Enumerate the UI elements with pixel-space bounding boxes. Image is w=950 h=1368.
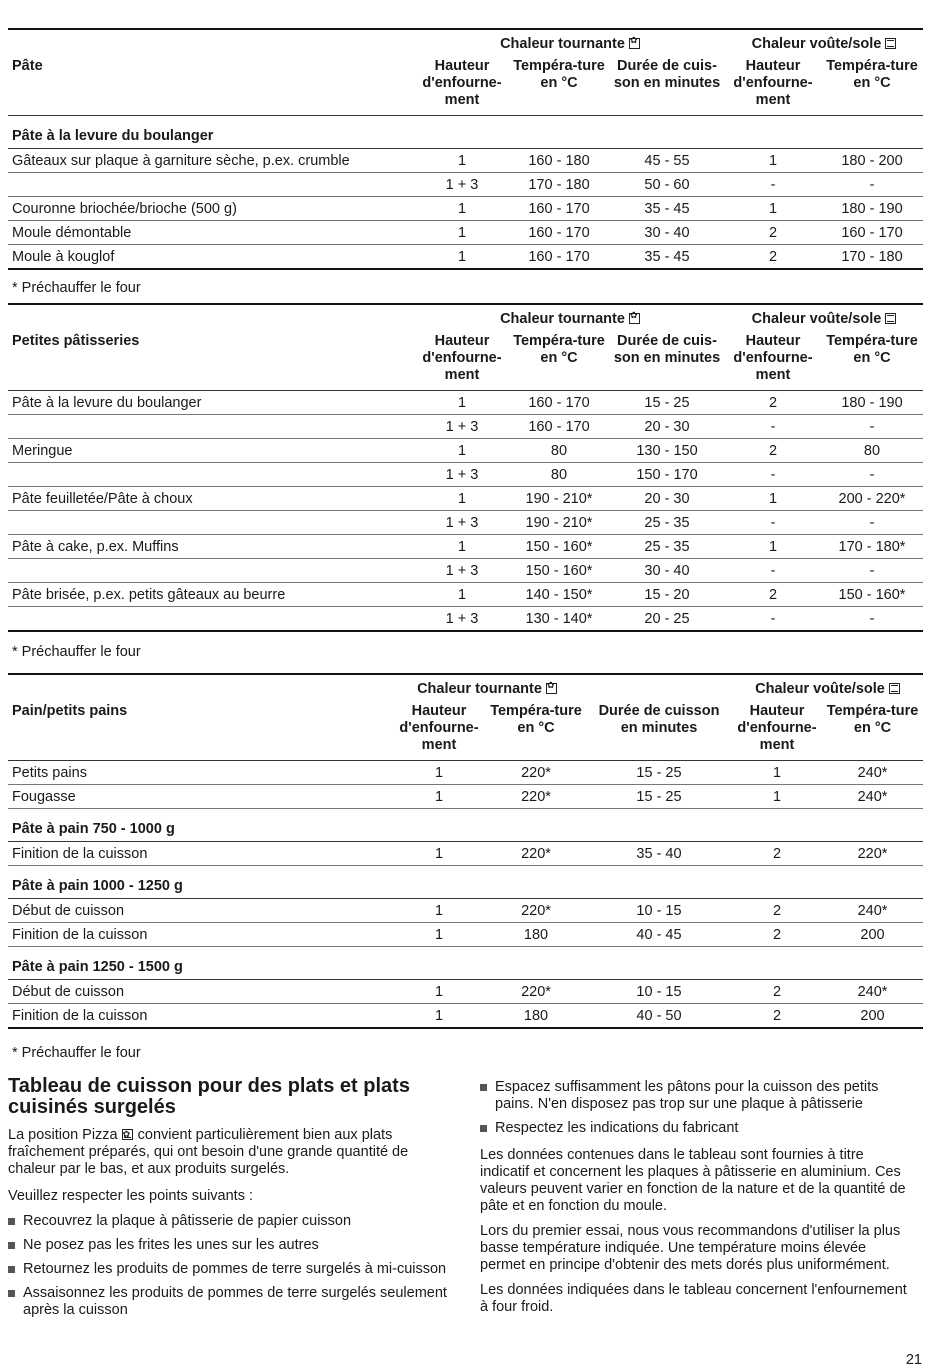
table-cell: 160 - 170 (509, 391, 609, 415)
table-cell: 45 - 55 (609, 149, 725, 173)
table-cell: 1 (725, 535, 821, 559)
table-cell: 240* (822, 899, 923, 923)
table-cell: 1 + 3 (415, 173, 509, 197)
table-row (8, 923, 923, 947)
table-cell: 20 - 30 (609, 487, 725, 511)
column-header: Hauteur d'enfourne-ment (415, 54, 509, 116)
table-cell: 1 (725, 197, 821, 221)
list-item (480, 1079, 912, 1113)
preheat-note: * Préchauffer le four (12, 644, 141, 660)
list-item-text: Retournez les produits de pommes de terre surgelés à mi-cuisson (23, 1261, 447, 1277)
table-row (8, 899, 923, 923)
table-cell: 180 - 200 (821, 149, 923, 173)
list-item-text: Espacez suffisamment les pâtons pour la cuisson des petits pains. N'en disposez pas trop sur une plaque à pâtisserie (495, 1079, 879, 1112)
table-cell: - (725, 559, 821, 583)
table-cell: 35 - 45 (609, 245, 725, 270)
list-item (8, 1261, 453, 1278)
pizza-setting-icon (122, 1129, 133, 1140)
table-cell: 140 - 150* (509, 583, 609, 607)
table-cell: 2 (725, 391, 821, 415)
table-cell: 1 (732, 785, 822, 809)
table-cell: 1 (725, 149, 821, 173)
column-header: Tempéra-ture en °C (821, 329, 923, 391)
list-item-text: Ne posez pas les frites les unes sur les autres (23, 1237, 319, 1253)
row-label (8, 415, 415, 439)
table-cell: 25 - 35 (609, 535, 725, 559)
row-label: Début de cuisson (8, 899, 392, 923)
table-cell: 220* (486, 842, 586, 866)
table-cell: 160 - 170 (509, 197, 609, 221)
table-row (8, 245, 923, 270)
table-cell: 15 - 25 (586, 785, 732, 809)
table-title: Petites pâtisseries (8, 329, 415, 391)
column-header: Tempéra-ture en °C (509, 329, 609, 391)
table-cell: 1 (415, 535, 509, 559)
fan-icon (629, 313, 640, 324)
table-cell: 2 (725, 583, 821, 607)
top-bottom-heat-icon (885, 313, 896, 324)
table-cell: 35 - 45 (609, 197, 725, 221)
table-cell: - (725, 511, 821, 535)
table-cell: 2 (732, 923, 822, 947)
table-row (8, 221, 923, 245)
table-cell: 80 (821, 439, 923, 463)
table-cell: 150 - 160* (509, 559, 609, 583)
baking-table-pastry (8, 28, 923, 270)
table-cell: 1 (725, 487, 821, 511)
table-cell: 150 - 170 (609, 463, 725, 487)
row-label: Moule à kouglof (8, 245, 415, 270)
table-cell: - (821, 173, 923, 197)
table-cell: 220* (486, 980, 586, 1004)
table-cell: 1 (415, 583, 509, 607)
table-cell: 240* (822, 761, 923, 785)
table-cell: 2 (725, 439, 821, 463)
table-cell: 1 (415, 487, 509, 511)
table-row (8, 415, 923, 439)
top-bottom-heat-icon (889, 683, 900, 694)
table-cell: - (821, 415, 923, 439)
table-row (8, 463, 923, 487)
table-cell: - (821, 511, 923, 535)
table-row (8, 535, 923, 559)
row-label: Petits pains (8, 761, 392, 785)
table-row (8, 149, 923, 173)
table-cell: 1 (732, 761, 822, 785)
table-cell: 160 - 170 (509, 221, 609, 245)
table-cell: 15 - 25 (586, 761, 732, 785)
table-row (8, 487, 923, 511)
table-cell: 150 - 160* (821, 583, 923, 607)
section-heading: Pâte à pain 1250 - 1500 g (8, 947, 923, 980)
table-row (8, 842, 923, 866)
table-cell: 2 (725, 245, 821, 270)
square-bullet-icon (8, 1290, 15, 1297)
table-cell: 180 (486, 923, 586, 947)
column-header: Tempéra-ture en °C (486, 699, 586, 761)
table-row (8, 607, 923, 632)
table-cell: 180 - 190 (821, 391, 923, 415)
table-cell: - (821, 559, 923, 583)
row-label (8, 463, 415, 487)
column-header: Hauteur d'enfourne-ment (415, 329, 509, 391)
table-cell: 200 (822, 923, 923, 947)
table-cell: - (725, 415, 821, 439)
table-cell: 40 - 45 (586, 923, 732, 947)
list-item-text: Assaisonnez les produits de pommes de terre surgelés seulement après la cuisson (23, 1285, 447, 1318)
table-cell: 130 - 150 (609, 439, 725, 463)
table-cell: - (725, 463, 821, 487)
instructions-lead: Veuillez respecter les points suivants : (8, 1188, 254, 1204)
table-cell: 1 + 3 (415, 559, 509, 583)
table-cell: 1 (415, 245, 509, 270)
row-label: Finition de la cuisson (8, 842, 392, 866)
preheat-note: * Préchauffer le four (12, 1045, 141, 1061)
right-column (480, 1079, 912, 1324)
top-bottom-heat-header: Chaleur voûte/sole (732, 675, 923, 699)
table-cell: 1 (415, 391, 509, 415)
table-row (8, 197, 923, 221)
fan-heat-header: Chaleur tournante✿ (415, 30, 725, 54)
top-bottom-heat-header: Chaleur voûte/sole (725, 305, 923, 329)
list-item-text: Recouvrez la plaque à pâtisserie de papier cuisson (23, 1213, 352, 1229)
list-item (8, 1213, 453, 1230)
square-bullet-icon (8, 1218, 15, 1225)
table-cell: - (821, 607, 923, 632)
table-cell: 1 (392, 785, 486, 809)
table-cell: 170 - 180 (821, 245, 923, 270)
table-title: Pâte (8, 54, 415, 116)
row-label: Pâte brisée, p.ex. petits gâteaux au beurre (8, 583, 415, 607)
table-cell: 30 - 40 (609, 221, 725, 245)
section-heading: Pâte à pain 750 - 1000 g (8, 809, 923, 842)
row-label: Finition de la cuisson (8, 1004, 392, 1029)
left-column (8, 1127, 453, 1326)
table-cell: 2 (732, 842, 822, 866)
table-cell: 1 (392, 899, 486, 923)
table-cell: 50 - 60 (609, 173, 725, 197)
table-row (8, 391, 923, 415)
info-paragraph: Les données indiquées dans le tableau concernent l'enfournement à four froid. (480, 1282, 907, 1315)
section-heading: Pâte à la levure du boulanger (8, 116, 923, 149)
table-cell: - (725, 607, 821, 632)
table-cell: 240* (822, 785, 923, 809)
table-cell: 30 - 40 (609, 559, 725, 583)
table-cell: 200 - 220* (821, 487, 923, 511)
row-label: Couronne briochée/brioche (500 g) (8, 197, 415, 221)
table-cell: 1 + 3 (415, 607, 509, 632)
row-label: Début de cuisson (8, 980, 392, 1004)
baking-table-bread (8, 673, 923, 1029)
section-heading: Pâte à pain 1000 - 1250 g (8, 866, 923, 899)
table-cell: 160 - 170 (821, 221, 923, 245)
table-cell: 150 - 160* (509, 535, 609, 559)
row-label (8, 511, 415, 535)
table-cell: 1 (392, 1004, 486, 1029)
column-header: Hauteur d'enfourne-ment (732, 699, 822, 761)
list-item (480, 1120, 912, 1137)
list-item (8, 1237, 453, 1254)
square-bullet-icon (480, 1084, 487, 1091)
table-cell: 220* (486, 785, 586, 809)
fan-heat-header: Chaleur tournante✿ (392, 675, 586, 699)
row-label: Gâteaux sur plaque à garniture sèche, p.ex. crumble (8, 149, 415, 173)
baking-table-small-pastry (8, 303, 923, 632)
column-header: Hauteur d'enfourne-ment (725, 329, 821, 391)
table-cell: 1 (415, 221, 509, 245)
table-cell: 2 (725, 221, 821, 245)
table-cell: 1 (392, 980, 486, 1004)
table-row (8, 439, 923, 463)
table-row (8, 583, 923, 607)
table-cell: 15 - 20 (609, 583, 725, 607)
column-header: Hauteur d'enfourne-ment (725, 54, 821, 116)
table-cell: 240* (822, 980, 923, 1004)
table-row (8, 173, 923, 197)
table-cell: 1 + 3 (415, 463, 509, 487)
table-cell: 160 - 170 (509, 245, 609, 270)
table-row (8, 511, 923, 535)
table-cell: 25 - 35 (609, 511, 725, 535)
row-label: Fougasse (8, 785, 392, 809)
square-bullet-icon (8, 1266, 15, 1273)
table-row (8, 761, 923, 785)
section-title: Tableau de cuisson pour des plats et plats cuisinés surgelés (8, 1075, 410, 1118)
table-cell: 1 (415, 439, 509, 463)
row-label: Pâte feuilletée/Pâte à choux (8, 487, 415, 511)
top-bottom-heat-icon (885, 38, 896, 49)
table-cell: 170 - 180 (509, 173, 609, 197)
table-row (8, 980, 923, 1004)
table-cell: 35 - 40 (586, 842, 732, 866)
table-cell: - (725, 173, 821, 197)
column-header: Tempéra-ture en °C (821, 54, 923, 116)
table-row (8, 1004, 923, 1029)
column-header: Durée de cuis-son en minutes (609, 329, 725, 391)
info-paragraph: Les données contenues dans le tableau sont fournies à titre indicatif et concernent les plaques à pâtisserie en aluminium. Ces valeurs peuvent varier en fonction de la nature et de la quantité de pâte et en fonction du moule. (480, 1147, 906, 1214)
tips-list (8, 1213, 453, 1319)
top-bottom-heat-header: Chaleur voûte/sole (725, 30, 923, 54)
row-label: Pâte à cake, p.ex. Muffins (8, 535, 415, 559)
column-header: Tempéra-ture en °C (822, 699, 923, 761)
table-cell: 160 - 170 (509, 415, 609, 439)
row-label (8, 173, 415, 197)
table-cell: 180 - 190 (821, 197, 923, 221)
row-label: Finition de la cuisson (8, 923, 392, 947)
table-cell: 160 - 180 (509, 149, 609, 173)
row-label: Meringue (8, 439, 415, 463)
column-header: Tempéra-ture en °C (509, 54, 609, 116)
fan-icon (629, 38, 640, 49)
row-label (8, 607, 415, 632)
table-cell: 2 (732, 1004, 822, 1029)
table-cell: - (821, 463, 923, 487)
table-cell: 20 - 30 (609, 415, 725, 439)
row-label: Moule démontable (8, 221, 415, 245)
fan-icon (546, 683, 557, 694)
fan-heat-header: Chaleur tournante✿ (415, 305, 725, 329)
table-row (8, 559, 923, 583)
table-cell: 1 (392, 842, 486, 866)
info-paragraph: Lors du premier essai, nous vous recommandons d'utiliser la plus basse température indiquée. Une température moins élevée permet en principe d'obtenir des mets dorés plus uniformément. (480, 1223, 901, 1273)
table-cell: 190 - 210* (509, 487, 609, 511)
table-cell: 180 (486, 1004, 586, 1029)
table-cell: 20 - 25 (609, 607, 725, 632)
table-cell: 1 + 3 (415, 415, 509, 439)
table-cell: 220* (486, 761, 586, 785)
table-cell: 220* (822, 842, 923, 866)
square-bullet-icon (480, 1125, 487, 1132)
page-number: 21 (905, 1352, 922, 1368)
table-title: Pain/petits pains (8, 699, 392, 761)
table-cell: 1 (415, 149, 509, 173)
table-cell: 2 (732, 980, 822, 1004)
table-cell: 1 (392, 923, 486, 947)
tips-list (480, 1079, 912, 1137)
table-cell: 200 (822, 1004, 923, 1029)
intro-paragraph: La position Pizza✿ convient particulièrement bien aux plats fraîchement préparés, qui ont besoin d'une grande quantité de chaleur par le bas, et aux produits surgelés. (8, 1127, 453, 1178)
table-cell: 1 (392, 761, 486, 785)
table-cell: 220* (486, 899, 586, 923)
table-cell: 80 (509, 463, 609, 487)
table-row (8, 785, 923, 809)
preheat-note: * Préchauffer le four (12, 280, 141, 296)
column-header: Hauteur d'enfourne-ment (392, 699, 486, 761)
table-cell: 80 (509, 439, 609, 463)
table-cell: 40 - 50 (586, 1004, 732, 1029)
table-cell: 15 - 25 (609, 391, 725, 415)
list-item-text: Respectez les indications du fabricant (495, 1120, 739, 1136)
table-cell: 170 - 180* (821, 535, 923, 559)
table-cell: 10 - 15 (586, 899, 732, 923)
column-header: Durée de cuis-son en minutes (609, 54, 725, 116)
row-label: Pâte à la levure du boulanger (8, 391, 415, 415)
table-cell: 2 (732, 899, 822, 923)
table-cell: 10 - 15 (586, 980, 732, 1004)
table-cell: 1 + 3 (415, 511, 509, 535)
table-cell: 1 (415, 197, 509, 221)
table-cell: 130 - 140* (509, 607, 609, 632)
square-bullet-icon (8, 1242, 15, 1249)
table-cell: 190 - 210* (509, 511, 609, 535)
column-header: Durée de cuisson en minutes (586, 699, 732, 761)
list-item (8, 1285, 453, 1319)
row-label (8, 559, 415, 583)
